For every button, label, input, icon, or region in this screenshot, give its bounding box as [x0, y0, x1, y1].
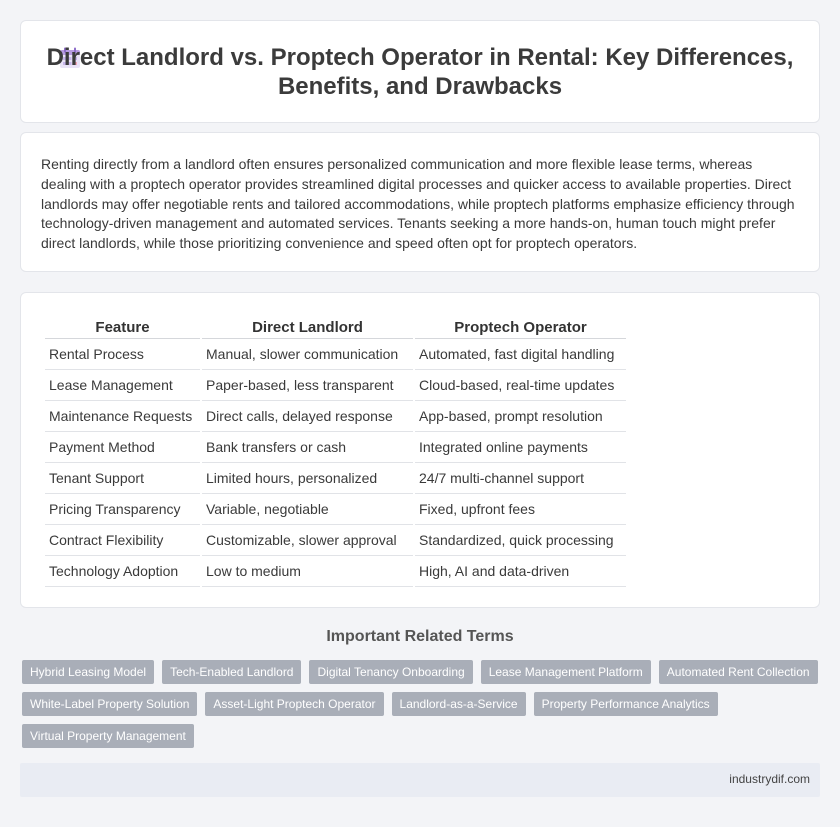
header-direct-landlord: Direct Landlord [202, 317, 413, 339]
related-term-tag[interactable]: Digital Tenancy Onboarding [309, 660, 472, 684]
comparison-table [43, 317, 628, 587]
footer [20, 763, 820, 797]
table-cell: Fixed, upfront fees [415, 494, 626, 525]
table-cell: Low to medium [202, 556, 413, 587]
table-cell: Limited hours, personalized [202, 463, 413, 494]
intro-paragraph: Renting directly from a landlord often ensures personalized communication and more flexible lease terms, whereas dealing with a proptech operator provides streamlined digital processes and quicker access to available properties. Direct landlords may offer negotiable rents and tailored accommodations, while proptech platforms emphasize efficiency through technology-driven management and automated services. Tenants seeking a more hands-on, human touch might prefer direct landlords, while those prioritizing convenience and speed often opt for proptech operators. [41, 156, 795, 252]
table-cell: Tenant Support [45, 463, 200, 494]
table-cell: Cloud-based, real-time updates [415, 370, 626, 401]
header-proptech-operator: Proptech Operator [415, 317, 626, 339]
header-feature: Feature [45, 317, 200, 339]
table-cell: Automated, fast digital handling [415, 339, 626, 370]
table-cell: Bank transfers or cash [202, 432, 413, 463]
table-row [45, 370, 626, 401]
table-cell: Payment Method [45, 432, 200, 463]
related-term-tag[interactable]: Tech-Enabled Landlord [162, 660, 301, 684]
table-cell: Technology Adoption [45, 556, 200, 587]
related-term-tag[interactable]: Landlord-as-a-Service [392, 692, 526, 716]
table-cell: High, AI and data-driven [415, 556, 626, 587]
table-cell: Customizable, slower approval [202, 525, 413, 556]
table-cell: Pricing Transparency [45, 494, 200, 525]
table-cell: Variable, negotiable [202, 494, 413, 525]
related-term-tag[interactable]: Virtual Property Management [22, 724, 194, 748]
related-term-tag[interactable]: Asset-Light Proptech Operator [205, 692, 383, 716]
related-term-tag[interactable]: Lease Management Platform [481, 660, 651, 684]
table-cell: Lease Management [45, 370, 200, 401]
table-row [45, 556, 626, 587]
table-cell: 24/7 multi-channel support [415, 463, 626, 494]
title-card [20, 20, 820, 123]
table-cell: Direct calls, delayed response [202, 401, 413, 432]
comparison-table-card [20, 292, 820, 608]
table-cell: App-based, prompt resolution [415, 401, 626, 432]
table-cell: Standardized, quick processing [415, 525, 626, 556]
table-row [45, 339, 626, 370]
related-term-tag[interactable]: Property Performance Analytics [534, 692, 718, 716]
table-header-row [45, 317, 626, 339]
page-title: Direct Landlord vs. Proptech Operator in Rental: Key Differences, Benefits, and Drawbacks [46, 44, 794, 100]
table-row [45, 494, 626, 525]
table-cell: Integrated online payments [415, 432, 626, 463]
footer-source[interactable]: industrydif.com [729, 772, 810, 786]
related-term-tag[interactable]: Automated Rent Collection [659, 660, 818, 684]
table-cell: Paper-based, less transparent [202, 370, 413, 401]
table-cell: Contract Flexibility [45, 525, 200, 556]
related-term-tag[interactable]: Hybrid Leasing Model [22, 660, 154, 684]
table-row [45, 432, 626, 463]
table-row [45, 463, 626, 494]
table-row [45, 525, 626, 556]
related-term-tag[interactable]: White-Label Property Solution [22, 692, 197, 716]
page-title-wrap [21, 43, 819, 101]
table-row [45, 401, 626, 432]
table-cell: Maintenance Requests [45, 401, 200, 432]
related-terms-list [22, 660, 822, 748]
table-cell: Rental Process [45, 339, 200, 370]
intro-card [20, 132, 820, 272]
table-cell: Manual, slower communication [202, 339, 413, 370]
related-terms-title: Important Related Terms [326, 628, 514, 645]
